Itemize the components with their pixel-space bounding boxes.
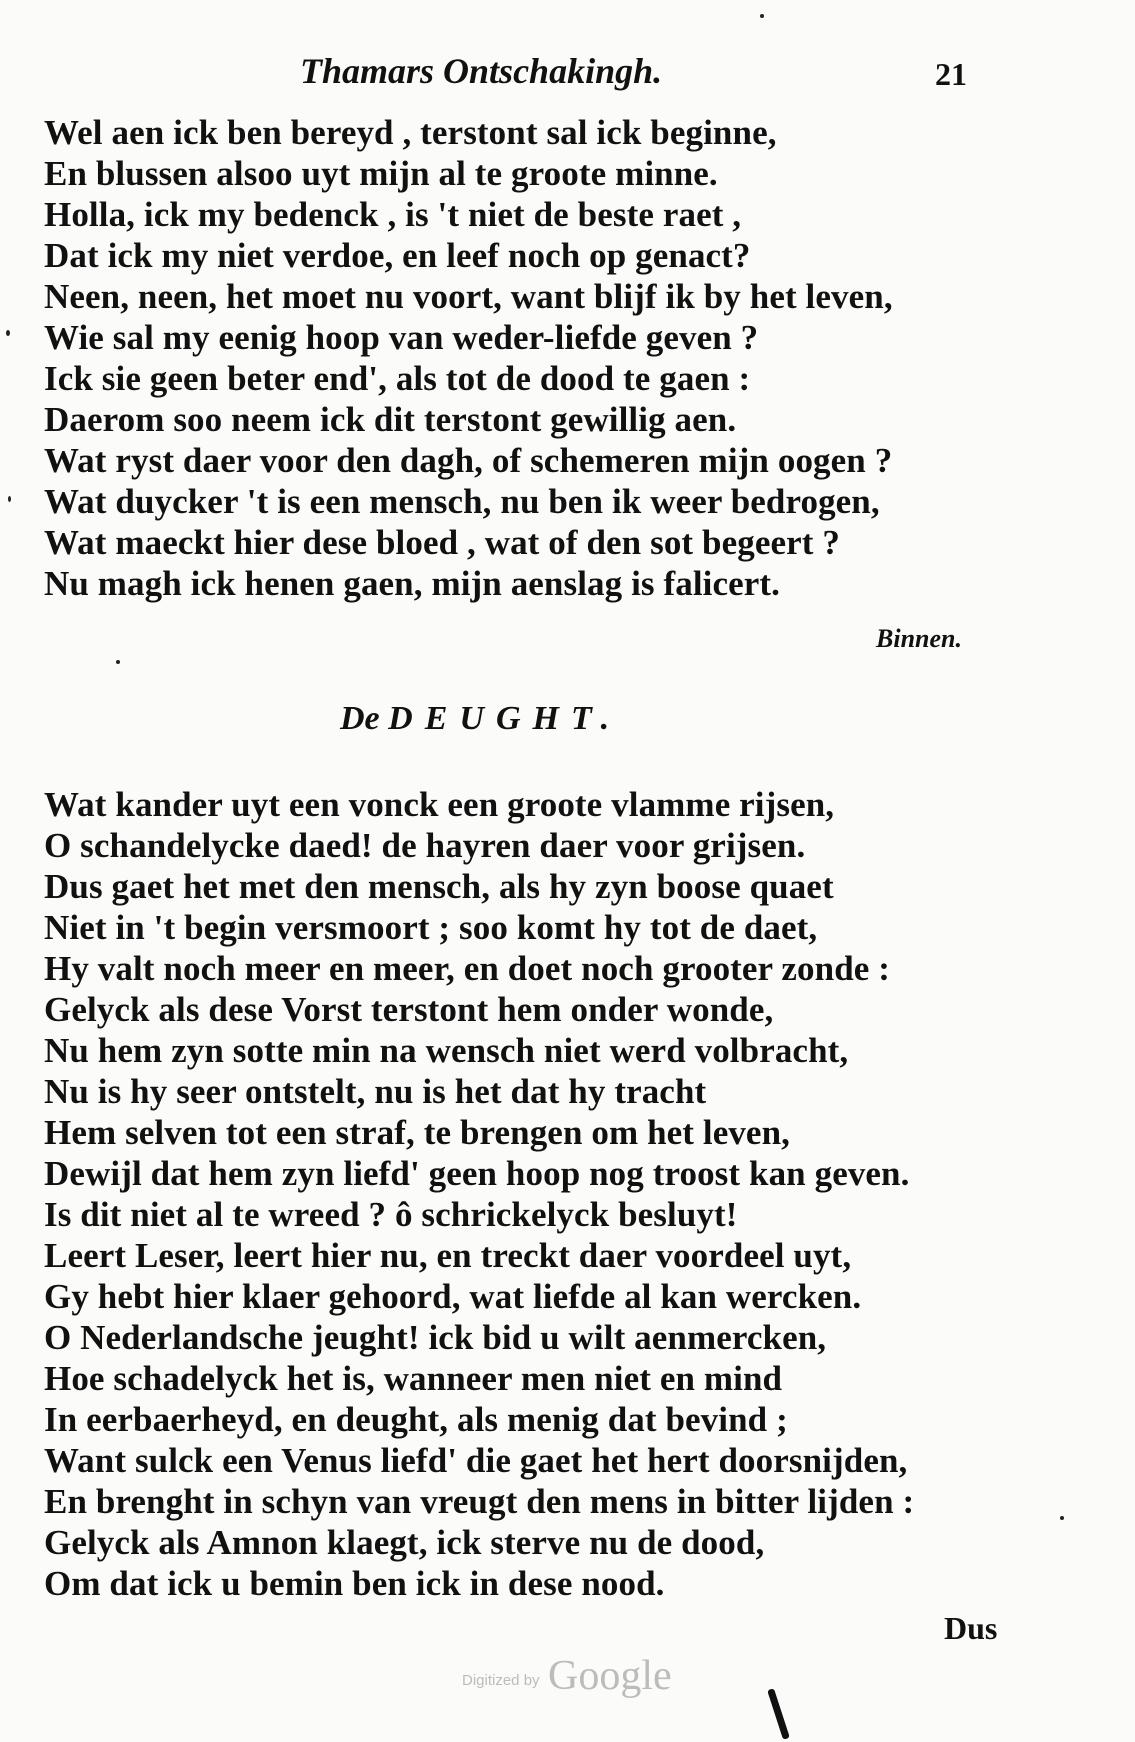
- verse-line: Want sulck een Venus liefd' die gaet het hert doorsnijden,: [44, 1441, 908, 1480]
- ink-stroke: [767, 1688, 790, 1740]
- verse-line: Hem selven tot een straf, te brengen om het leven,: [44, 1113, 790, 1152]
- ink-speck: [1060, 1516, 1064, 1520]
- verse-line: Wel aen ick ben bereyd , terstont sal ick beginne,: [44, 113, 777, 152]
- section-heading-prefix: De: [340, 700, 380, 737]
- ink-speck: [8, 496, 11, 502]
- verse-line: Hoe schadelyck het is, wanneer men niet en mind: [44, 1359, 783, 1398]
- verse-line: Nu magh ick henen gaen, mijn aenslag is falicert.: [44, 564, 781, 603]
- watermark-small-text: Digitized by: [462, 1672, 540, 1689]
- catchword-dus: Dus: [944, 1610, 998, 1646]
- verse-line: Gelyck als Amnon klaegt, ick sterve nu de dood,: [44, 1523, 765, 1562]
- verse-line: Wat kander uyt een vonck een groote vlamme rijsen,: [44, 785, 835, 824]
- catchword-binnen: Binnen.: [876, 624, 962, 653]
- verse-line: Wie sal my eenig hoop van weder-liefde geven ?: [44, 318, 759, 357]
- verse-line: Hy valt noch meer en meer, en doet noch grooter zonde :: [44, 949, 891, 988]
- verse-line: Neen, neen, het moet nu voort, want blijf ik by het leven,: [44, 277, 893, 316]
- verse-line: Niet in 't begin versmoort ; soo komt hy tot de daet,: [44, 908, 818, 947]
- digitized-watermark: [462, 1652, 672, 1700]
- watermark-logo-text: Google: [548, 1653, 672, 1699]
- running-head: Thamars Ontschakingh.: [300, 51, 663, 91]
- verse-line: Wat maeckt hier dese bloed , wat of den sot begeert ?: [44, 523, 840, 562]
- page-header: [0, 50, 1135, 98]
- section-heading-title: DEUGHT.: [388, 700, 622, 737]
- verse-line: Leert Leser, leert hier nu, en treckt daer voordeel uyt,: [44, 1236, 852, 1275]
- ink-speck: [116, 660, 120, 664]
- verse-line: Ick sie geen beter end', als tot de dood te gaen :: [44, 359, 751, 398]
- verse-line: In eerbaerheyd, en deught, als menig dat bevind ;: [44, 1400, 788, 1439]
- verse-line: En blussen alsoo uyt mijn al te groote minne.: [44, 154, 718, 193]
- verse-line: Om dat ick u bemin ben ick in dese nood.: [44, 1564, 665, 1603]
- verse-line: Wat ryst daer voor den dagh, of schemeren mijn oogen ?: [44, 441, 893, 480]
- verse-line: Daerom soo neem ick dit terstont gewillig aen.: [44, 400, 737, 439]
- ink-speck: [760, 14, 764, 18]
- verse-block-1: [44, 112, 893, 604]
- verse-line: Dus gaet het met den mensch, als hy zyn boose quaet: [44, 867, 834, 906]
- verse-line: Gy hebt hier klaer gehoord, wat liefde al kan wercken.: [44, 1277, 862, 1316]
- verse-line: Wat duycker 't is een mensch, nu ben ik weer bedrogen,: [44, 482, 880, 521]
- verse-line: Dewijl dat hem zyn liefd' geen hoop nog troost kan geven.: [44, 1154, 910, 1193]
- verse-line: O Nederlandsche jeught! ick bid u wilt aenmercken,: [44, 1318, 827, 1357]
- verse-line: Nu is hy seer ontstelt, nu is het dat hy tracht: [44, 1072, 707, 1111]
- verse-line: Dat ick my niet verdoe, en leef noch op genact?: [44, 236, 751, 275]
- verse-line: Holla, ick my bedenck , is 't niet de beste raet ,: [44, 195, 742, 234]
- ink-speck: [6, 330, 10, 336]
- verse-line: Gelyck als dese Vorst terstont hem onder wonde,: [44, 990, 774, 1029]
- verse-line: En brenght in schyn van vreugt den mens in bitter lijden :: [44, 1482, 915, 1521]
- page-number: 21: [935, 56, 967, 92]
- verse-block-2: [44, 784, 914, 1604]
- verse-line: Nu hem zyn sotte min na wensch niet werd volbracht,: [44, 1031, 849, 1070]
- verse-line: O schandelycke daed! de hayren daer voor grijsen.: [44, 826, 806, 865]
- verse-line: Is dit niet al te wreed ? ô schrickelyck besluyt!: [44, 1195, 738, 1234]
- section-heading: [340, 700, 621, 738]
